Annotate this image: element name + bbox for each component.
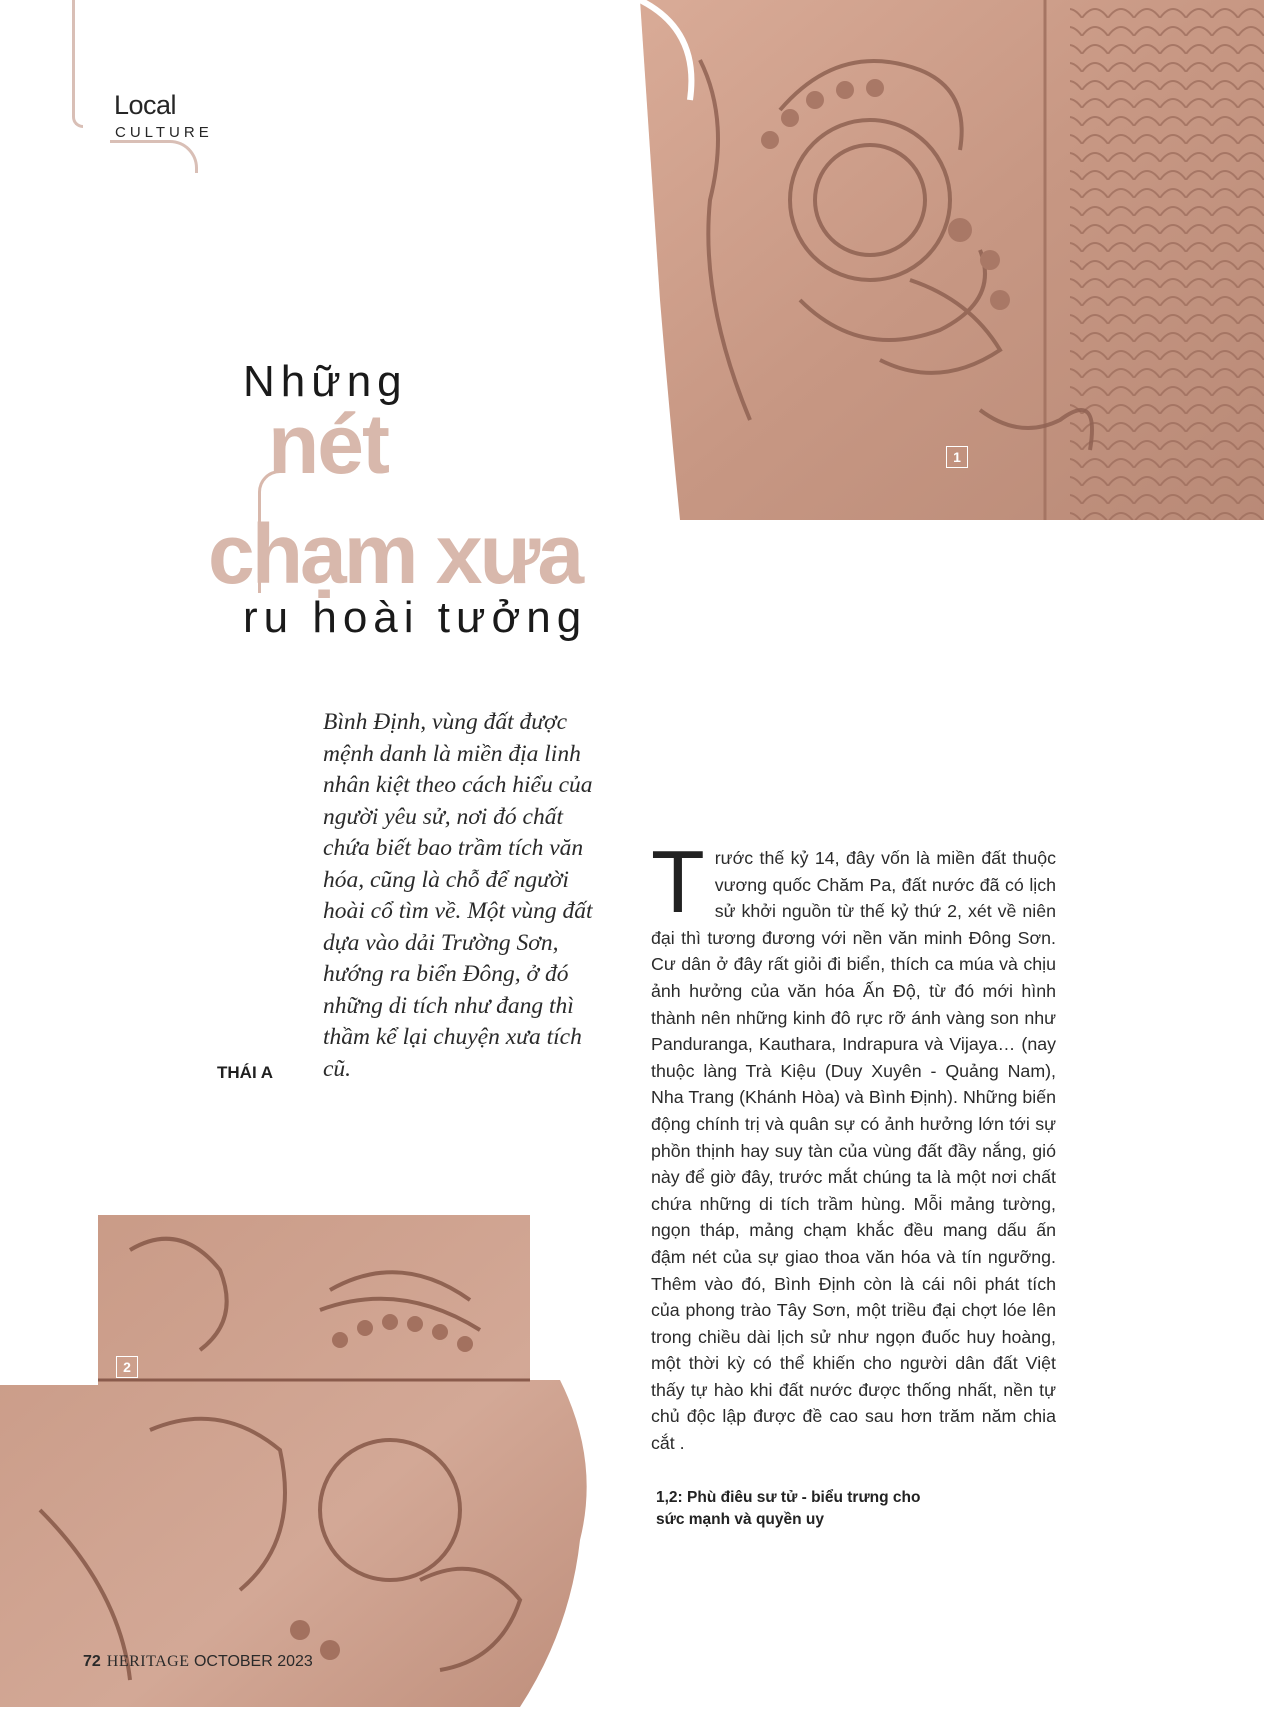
- image-caption: 1,2: Phù điêu sư tử - biểu trưng cho sức mạnh và quyền uy: [656, 1489, 921, 1528]
- lion-relief-illustration-2: [0, 1210, 600, 1707]
- section-tag-line: [72, 0, 83, 128]
- lion-relief-illustration-1: [640, 0, 1264, 520]
- drop-cap: T: [651, 832, 705, 931]
- image-badge-1: 1: [946, 446, 968, 468]
- page-folio: [83, 1653, 313, 1671]
- author-name: THÁI A: [217, 1063, 274, 1082]
- body-paragraph: [651, 832, 1056, 1457]
- headline-line-2: nét: [268, 397, 388, 491]
- section-tag-curve: [110, 140, 198, 173]
- intro-paragraph: Bình Định, vùng đất được mệnh danh là miền địa linh nhân kiệt theo cách hiểu của người yêu sử, nơi đó chất chứa biết bao trầm tích văn hóa, cũng là chỗ để người hoài cổ tìm về. Một vùng đất dựa vào dải Trường Sơn, hướng ra biển Đông, ở đó những di tích như đang thì thầm kể lại chuyện xưa tích cũ.: [323, 709, 593, 1082]
- headline-line-4: ru hoài tưởng: [243, 593, 588, 642]
- headline-line-1: Những: [243, 357, 408, 406]
- image-badge-2: 2: [116, 1356, 138, 1378]
- magazine-name: HERITAGE: [106, 1653, 190, 1670]
- page-number: 72: [83, 1653, 101, 1670]
- body-text: rước thế kỷ 14, đây vốn là miền đất thuộc vương quốc Chăm Pa, đất nước đã có lịch sử khởi nguồn từ thế kỷ thứ 2, xét về niên đại thì tương đương với nền văn minh Đông Sơn. Cư dân ở đây rất giỏi đi biển, thích ca múa và chịu ảnh hưởng của văn hóa Ấn Độ, từ đó mới hình thành nên những kinh đô rực rỡ ánh vàng son như Panduranga, Kauthara, Indrapura và Vijaya… (nay thuộc làng Trà Kiệu (Duy Xuyên - Quảng Nam), Nha Trang (Khánh Hòa) và Bình Định). Những biến động chính trị và quân sự có ảnh hưởng lớn tới sự phồn thịnh hay suy tàn của vùng đất đầy nắng, gió này để giờ đây, trước mắt chúng ta là một nơi chất chứa những di tích trầm hùng. Mỗi mảng tường, ngọn tháp, mảng chạm khắc đều mang dấu ấn đậm nét của sự giao thoa văn hóa và tín ngưỡng. Thêm vào đó, Bình Định còn là cái nôi phát tích của phong trào Tây Sơn, một triều đại chợt lóe lên trong chiều dài lịch sử như ngọn đuốc huy hoàng, một thời kỳ có thể khiến cho người dân đất Việt thấy tự hào khi đất nước được thống nhất, nền tự chủ độc lập được đề cao sau hơn trăm năm chia cắt .: [651, 848, 1056, 1454]
- lion-relief-image-1: [640, 0, 1264, 520]
- section-subtitle: CULTURE: [115, 124, 213, 141]
- headline-line-3: chạm xưa: [208, 507, 582, 601]
- issue-date: OCTOBER 2023: [193, 1653, 313, 1670]
- section-title: Local: [114, 90, 177, 120]
- lion-relief-image-2: [0, 1210, 600, 1707]
